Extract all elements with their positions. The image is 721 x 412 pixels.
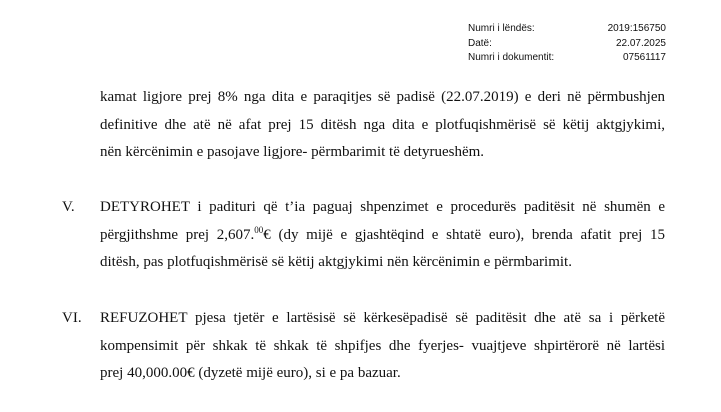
date-value: 22.07.2025 bbox=[615, 37, 666, 49]
case-number-label: Numri i lëndës: bbox=[468, 23, 535, 34]
paragraph-line bbox=[100, 222, 665, 250]
amount-superscript: 00 bbox=[254, 224, 264, 235]
paragraph-line: DETYROHET i padituri që t’ia paguaj shpenzimet e procedurës paditësit në shumën e bbox=[100, 199, 665, 215]
section-v-paragraph bbox=[100, 194, 665, 277]
amount-text: përgjithshme prej 2,607. bbox=[100, 226, 255, 243]
document-number-row bbox=[468, 51, 666, 66]
section-vi-paragraph bbox=[100, 305, 665, 388]
amount-text-rest: € (dy mijë e gjashtëqind e shtatë euro), brenda afatit prej 15 bbox=[263, 226, 665, 243]
section-vi-numeral: VI. bbox=[62, 310, 82, 326]
case-number-value: 2019:156750 bbox=[607, 23, 666, 34]
paragraph-line: prej 40,000.00€ (dyzetë mijë euro), si e pa bazuar. bbox=[100, 365, 401, 381]
paragraph-line: REFUZOHET pjesa tjetër e lartësisë së kërkesëpadisë së paditësit dhe atë sa i përketë bbox=[100, 310, 665, 326]
paragraph-line: kompensimit për shkak të shkak të shpifjes dhe fyerjes- vuajtjeve shpirtërorë në lartësi bbox=[100, 337, 665, 354]
date-label: Datë: bbox=[468, 37, 492, 49]
document-number-value: 07561117 bbox=[622, 52, 666, 63]
date-row bbox=[468, 37, 666, 52]
paragraph-line: ditësh, pas plotfuqishmërisë së këtij aktgjykimi nën kërcënimin e përmbarimit. bbox=[100, 254, 572, 270]
paragraph-line: definitive dhe atë në afat prej 15 ditësh nga dita e plotfuqishmërisë së këtij aktgjykimi, bbox=[100, 116, 665, 133]
paragraph-line: nën kërcënimin e pasojave ligjore- përmbarimit të detyrueshëm. bbox=[100, 144, 485, 160]
section-v-numeral: V. bbox=[62, 199, 75, 215]
continuation-paragraph bbox=[100, 84, 665, 167]
document-number-label: Numri i dokumentit: bbox=[468, 52, 555, 63]
case-number-row bbox=[468, 22, 666, 37]
paragraph-line: kamat ligjore prej 8% nga dita e paraqitjes së padisë (22.07.2019) e deri në përmbushjen bbox=[100, 89, 665, 105]
document-header bbox=[468, 22, 666, 66]
